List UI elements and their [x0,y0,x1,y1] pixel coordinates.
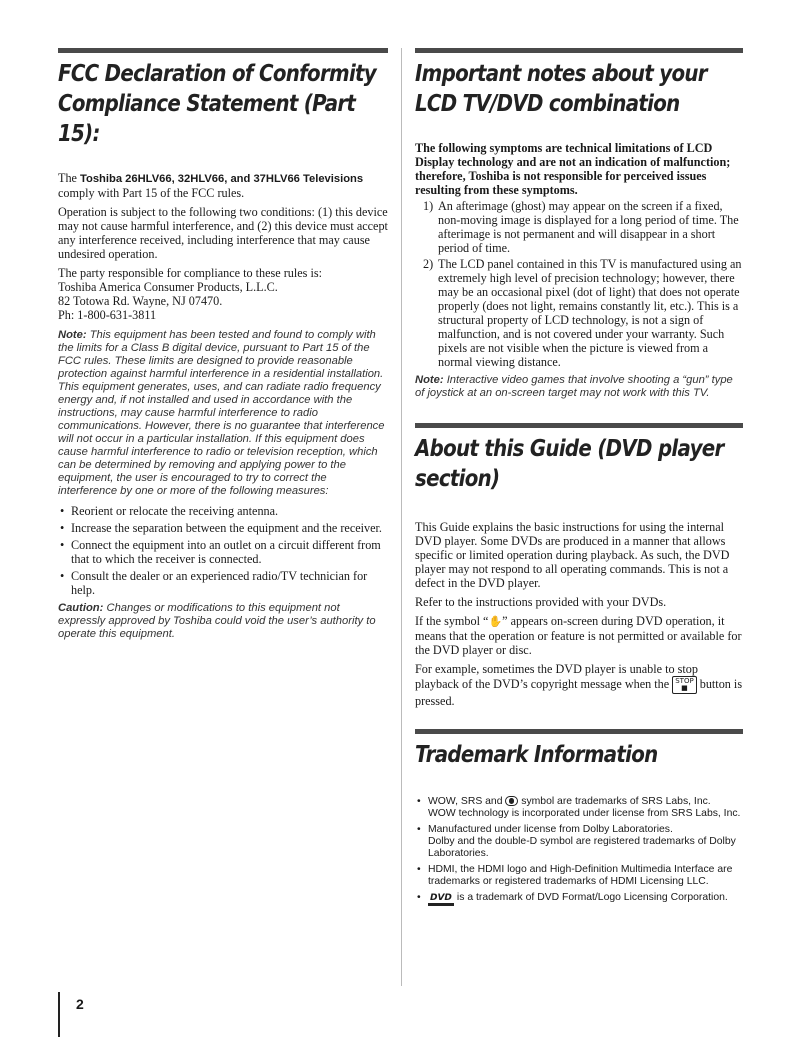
stop-label: STOP [675,677,694,685]
lcd-lead: The following symptoms are technical limitations of LCD Display technology and are not an indication of malfunction; therefore, Toshiba is not responsible for perceived issues resulting from these symptoms. [415,141,731,197]
tm1-text-b: symbol are trademarks of SRS Labs, Inc. WOW technology is incorporated under license from SRS Labs, Inc. [428,796,741,819]
fcc-note [58,329,388,498]
stop-button-icon [672,676,696,694]
list-item: • Reorient or relocate the receiving antenna. [58,504,388,518]
tm4-text: is a trademark of DVD Format/Logo Licensing Corporation. [456,892,728,903]
note-text: This equipment has been tested and found to comply with the limits for a Class B digital device, pursuant to Part 15 of the FCC rules. These limits are designed to provide reasonable protection against harmful interference in a residential installation. This equipment generates, uses, and can radiate radio frequency energy and, if not installed and used in accordance with the instructions, may cause harmful interference to radio communications. However, there is no guarantee that interference will not occur in a particular installation. If this equipment does cause harmful interference to radio or television reception, which can be determined by removing and applying power to the equipment, the user is encouraged to try to correct the interference by one or more of the following measures: [58,329,385,497]
lcd-note [415,374,743,400]
list-item [415,796,743,820]
page-number: 2 [76,996,84,1012]
p4-text-a: For example, sometimes the DVD player is unable to stop playback of the DVD’s copyright message when the [415,662,698,691]
caution-label: Caution: [58,602,104,614]
srs-logo-icon [505,796,518,806]
note-label: Note: [58,329,87,341]
p4-text-b: button is pressed. [415,676,743,708]
column-divider [401,48,402,986]
note-text: Interactive video games that involve shooting a “gun” type of joystick at an on-screen target may not work with this TV. [415,374,733,399]
guide-paragraph-1: This Guide explains the basic instructions for using the internal DVD player. Some DVDs are produced in a manner that allows specific or limited operation during playback. As such, the DVD player may not respond to all operating commands. This is not a defect in the DVD player. [415,520,730,590]
lcd-heading: Important notes about your LCD TV/DVD combination [415,61,707,117]
fcc-intro [58,171,388,200]
guide-paragraph-2: Refer to the instructions provided with your DVDs. [415,595,667,609]
list-item [415,257,743,369]
model-list: Toshiba 26HLV66, 32HLV66, and 37HLV66 Televisions [80,173,364,185]
measures-list [58,504,388,597]
trademark-list [415,796,743,906]
list-item [415,892,743,906]
list-item: • Increase the separation between the equipment and the receiver. [58,521,388,535]
page-marker-bar [58,992,60,1037]
guide-heading: About this Guide (DVD player section) [415,436,724,492]
fcc-caution [58,602,388,641]
list-item [415,199,743,255]
intro-suffix: comply with Part 15 of the FCC rules. [58,186,245,200]
left-column [58,48,388,647]
lcd-symptom-list [415,199,743,369]
fcc-heading: FCC Declaration of Conformity Compliance Statement (Part 15): [58,61,377,147]
list-item: • Manufactured under license from Dolby Laboratories. Dolby and the double-D symbol are registered trademarks of Dolby Laboratories. [415,824,743,860]
section-rule [415,729,743,734]
item-number: 2) [423,257,434,271]
list-item: • HDMI, the HDMI logo and High-Definition Multimedia Interface are trademarks or registered trademarks of HDMI Licensing LLC. [415,864,743,888]
right-column [415,48,743,912]
dvd-logo-icon: DVD [428,894,454,906]
operation-paragraph: Operation is subject to the following two conditions: (1) this device may not cause harmful interference, and (2) this device must accept any interference received, including interference that may cause undesired operation. [58,205,388,261]
p3-text-b: ” appears on-screen during DVD operation, it means that the operation or feature is not permitted or available for the DVD player or disc. [415,614,742,657]
intro-prefix: The [58,171,80,185]
section-rule [415,48,743,53]
responsible-party: The party responsible for compliance to these rules is: Toshiba America Consumer Products, L.L.C. 82 Totowa Rd. Wayne, NJ 07470. Ph: 1-800-631-3811 [58,266,322,322]
tm1-text-a: WOW, SRS and [428,796,506,807]
section-rule [415,423,743,428]
item-number: 1) [423,199,434,213]
list-item: • Consult the dealer or an experienced radio/TV technician for help. [58,569,388,597]
trademark-heading: Trademark Information [415,742,658,768]
note-label: Note: [415,374,444,386]
guide-paragraph-3 [415,614,743,657]
prohibited-hand-icon: ✋ [488,615,503,628]
caution-text: Changes or modifications to this equipment not expressly approved by Toshiba could void the user’s authority to operate this equipment. [58,602,376,640]
stop-symbol: ■ [681,684,688,692]
p3-text-a: If the symbol “ [415,614,489,628]
section-rule [58,48,388,53]
list-item: • Connect the equipment into an outlet on a circuit different from that to which the receiver is connected. [58,538,388,566]
item-text: The LCD panel contained in this TV is manufactured using an extremely high level of precision technology; however, there may be an occasional pixel (dot of light) that does not operate properly (does not light, remains constantly lit, etc.). This is a structural property of LCD technology, is not a sign of malfunction, and is not covered under your warranty. Such pixels are not visible when the picture is viewed from a normal viewing distance. [438,257,742,369]
item-text: An afterimage (ghost) may appear on the screen if a fixed, non-moving image is displayed for a long period of time. The afterimage is not permanent and will disappear in a short period of time. [438,199,739,255]
guide-paragraph-4 [415,662,743,708]
